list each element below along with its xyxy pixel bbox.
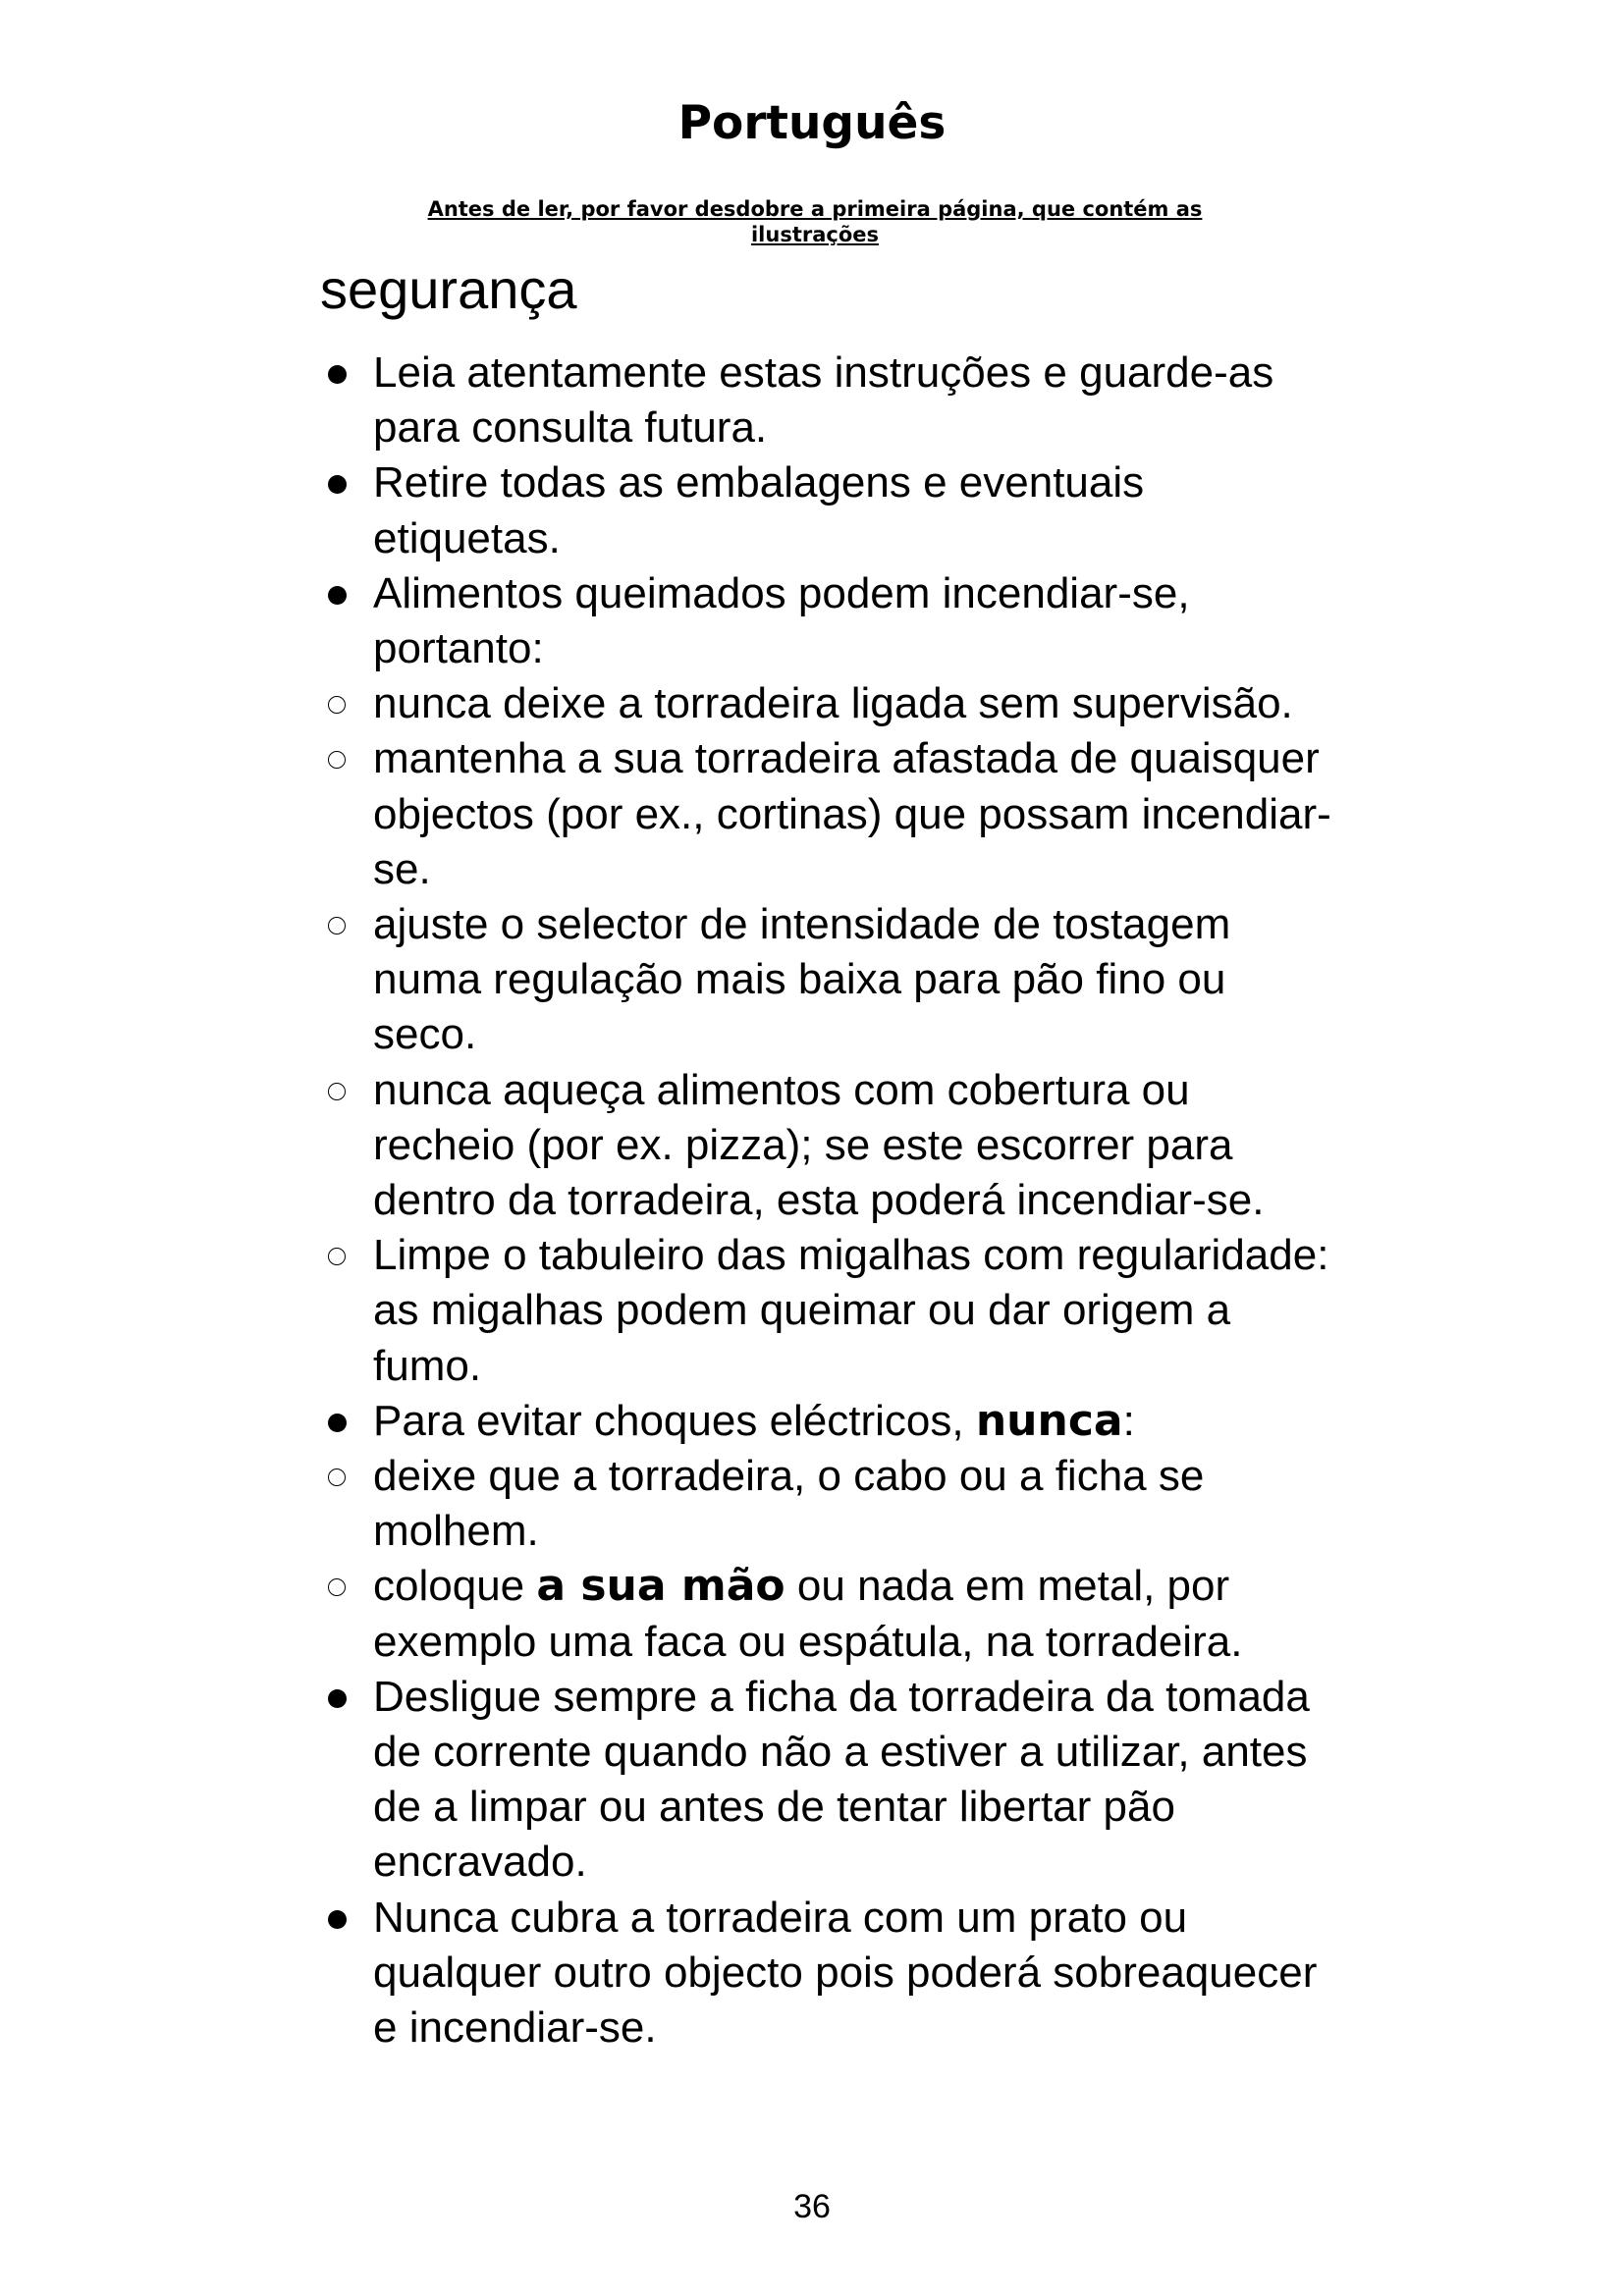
page-title: Português bbox=[677, 96, 947, 150]
list-item bbox=[314, 1891, 1335, 2056]
filled-bullet-icon bbox=[328, 475, 347, 494]
safety-instructions-list bbox=[314, 346, 1335, 2056]
item-text: : bbox=[1122, 1396, 1135, 1445]
hollow-bullet-icon bbox=[328, 917, 346, 934]
item-text: Para evitar choques eléctricos, bbox=[373, 1396, 976, 1445]
filled-bullet-icon bbox=[328, 586, 347, 605]
emphasis-text: nunca bbox=[975, 1395, 1123, 1446]
item-text: mantenha a sua torradeira afastada de quaisquer objectos (por ex., cortinas) que possam incendiar-se. bbox=[373, 734, 1331, 893]
item-text: deixe que a torradeira, o cabo ou a ficha se molhem. bbox=[373, 1452, 1205, 1556]
item-text: coloque bbox=[373, 1562, 537, 1611]
hollow-bullet-icon bbox=[328, 696, 346, 714]
list-item bbox=[314, 731, 1335, 897]
item-text: ou nada em metal, por exemplo uma faca ou espátula, na torradeira. bbox=[373, 1562, 1243, 1666]
list-item bbox=[314, 676, 1335, 731]
filled-bullet-icon bbox=[328, 365, 347, 384]
intro-note: Antes de ler, por favor desdobre a primeira página, que contém as ilustrações bbox=[427, 197, 1203, 246]
page-number: 36 bbox=[793, 2188, 831, 2225]
hollow-bullet-icon bbox=[328, 751, 346, 769]
hollow-bullet-icon bbox=[328, 1248, 346, 1265]
section-heading: segurança bbox=[320, 258, 577, 320]
filled-bullet-icon bbox=[328, 1689, 347, 1708]
list-item bbox=[314, 1394, 1335, 1449]
list-item bbox=[314, 346, 1335, 455]
item-text: nunca deixe a torradeira ligada sem supervisão. bbox=[373, 679, 1293, 728]
item-text: Retire todas as embalagens e eventuais etiquetas. bbox=[373, 458, 1145, 562]
filled-bullet-icon bbox=[328, 1910, 347, 1929]
list-item bbox=[314, 1228, 1335, 1394]
item-text: Limpe o tabuleiro das migalhas com regularidade: as migalhas podem queimar ou dar origem a fumo. bbox=[373, 1231, 1329, 1390]
list-item bbox=[314, 897, 1335, 1063]
item-text: Desligue sempre a ficha da torradeira da tomada de corrente quando não a estiver a utilizar, antes de a limpar ou antes de tentar libertar pão encravado. bbox=[373, 1672, 1310, 1887]
item-text: Alimentos queimados podem incendiar-se, portanto: bbox=[373, 568, 1190, 673]
list-item bbox=[314, 1449, 1335, 1559]
item-text: nunca aqueça alimentos com cobertura ou recheio (por ex. pizza); se este escorrer para dentro da torradeira, esta poderá incendiar-se. bbox=[373, 1065, 1265, 1225]
item-text: Nunca cubra a torradeira com um prato ou qualquer outro objecto pois poderá sobreaquecer e incendiar-se. bbox=[373, 1893, 1318, 2053]
filled-bullet-icon bbox=[328, 1414, 347, 1432]
list-item bbox=[314, 1670, 1335, 1891]
hollow-bullet-icon bbox=[328, 1578, 346, 1596]
emphasis-text: a sua mão bbox=[536, 1561, 785, 1612]
item-text: Leia atentamente estas instruções e guarde-as para consulta futura. bbox=[373, 348, 1274, 453]
list-item bbox=[314, 1559, 1335, 1669]
hollow-bullet-icon bbox=[328, 1468, 346, 1486]
item-text: ajuste o selector de intensidade de tostagem numa regulação mais baixa para pão fino ou seco. bbox=[373, 900, 1231, 1059]
list-item bbox=[314, 1063, 1335, 1229]
list-item bbox=[314, 566, 1335, 676]
hollow-bullet-icon bbox=[328, 1083, 346, 1100]
list-item bbox=[314, 455, 1335, 565]
